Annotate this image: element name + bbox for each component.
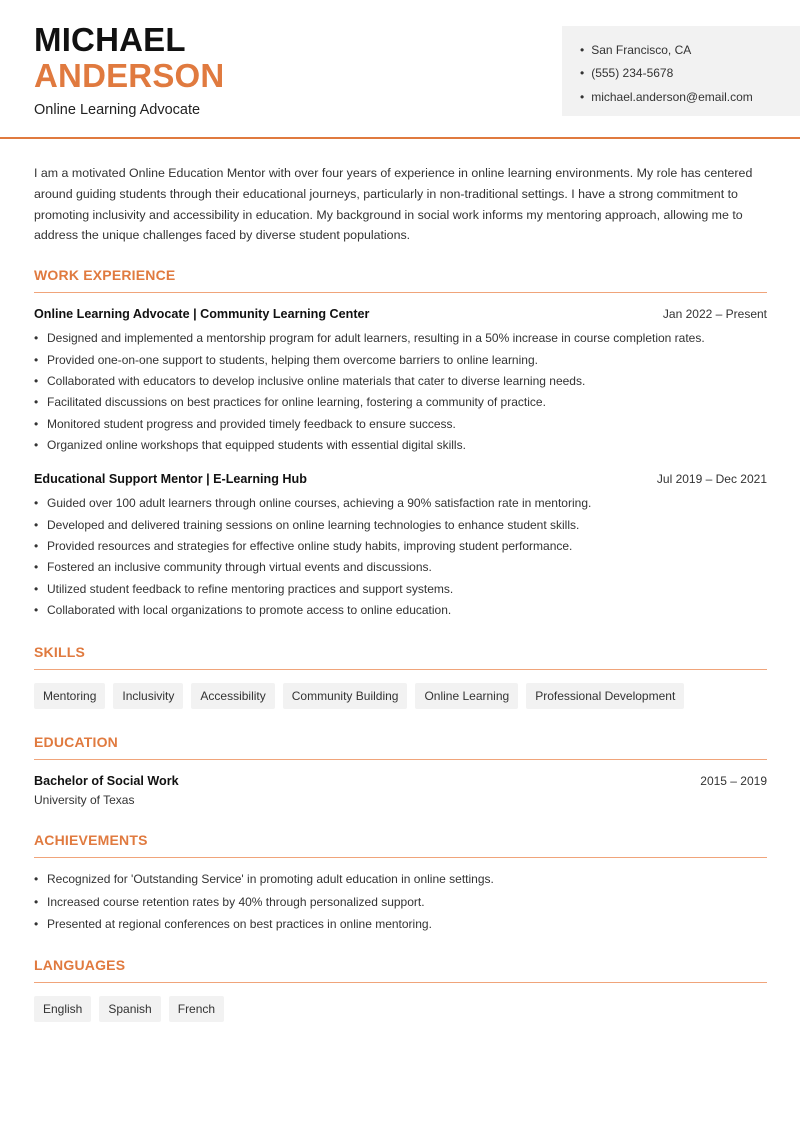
contact-phone: [580, 62, 800, 86]
job-bullets: [34, 496, 767, 618]
education-header: [34, 774, 767, 788]
job-header: [34, 472, 767, 486]
resume-header: [0, 0, 800, 139]
language-tag: French: [169, 996, 224, 1022]
job-entry: [34, 307, 767, 453]
skills-tags: [34, 683, 767, 709]
bullet-icon: •: [34, 331, 39, 346]
job-title: Educational Support Mentor | E-Learning Hub: [34, 472, 307, 487]
resume-content: [34, 163, 767, 1022]
list-item: [34, 374, 767, 389]
skills-heading: SKILLS: [34, 644, 767, 670]
achievements-heading: ACHIEVEMENTS: [34, 832, 767, 858]
bullet-text: Provided one-on-one support to students, helping them overcome barriers to online learning.: [47, 352, 538, 367]
summary: I am a motivated Online Education Mentor with over four years of experience in online learning environments. My role has centered around guiding students through their educational journeys, particularly in non-traditional settings. I have a strong commitment to promoting inclusivity and accessibility in education. My background in social work informs my mentoring approach, allowing me to address the unique challenges faced by diverse student populations.: [34, 166, 753, 243]
language-tag: English: [34, 996, 91, 1022]
skill-tag: Professional Development: [526, 683, 684, 709]
skills-section: [34, 644, 767, 709]
job-title: Online Learning Advocate | Community Learning Center: [34, 307, 370, 322]
list-item: [34, 417, 767, 432]
list-item: [34, 560, 767, 575]
list-item: [34, 895, 767, 910]
bullet-text: Utilized student feedback to refine mentoring practices and support systems.: [47, 581, 454, 596]
bullet-text: Designed and implemented a mentorship program for adult learners, resulting in a 50% increase in course completion rates.: [47, 331, 705, 346]
work-heading: WORK EXPERIENCE: [34, 267, 767, 293]
contact-location: [580, 38, 800, 62]
bullet-icon: •: [34, 373, 39, 388]
achievements-section: [34, 832, 767, 932]
list-item: [34, 518, 767, 533]
bullet-text: Provided resources and strategies for effective online study habits, improving student performance.: [47, 538, 573, 553]
school: University of Texas: [34, 793, 135, 808]
name-block: [34, 22, 224, 118]
skill-tag: Mentoring: [34, 683, 105, 709]
bullet-icon: •: [580, 89, 585, 104]
bullet-text: Collaborated with educators to develop inclusive online materials that cater to diverse learning needs.: [47, 373, 586, 388]
skill-tag: Community Building: [283, 683, 408, 709]
contact-phone-text: (555) 234-5678: [591, 66, 674, 81]
contact-email-text: michael.anderson@email.com: [591, 89, 753, 104]
list-item: [34, 438, 767, 453]
bullet-text: Guided over 100 adult learners through online courses, achieving a 90% satisfaction rate in mentoring.: [47, 496, 592, 511]
last-name: ANDERSON: [34, 57, 225, 94]
contact-box: [562, 26, 800, 116]
job-bullets: [34, 331, 767, 453]
list-item: [34, 603, 767, 618]
bullet-icon: •: [34, 581, 39, 596]
bullet-text: Presented at regional conferences on best practices in online mentoring.: [47, 917, 432, 932]
list-item: [34, 353, 767, 368]
list-item: [34, 496, 767, 511]
bullet-text: Collaborated with local organizations to promote access to online education.: [47, 603, 452, 618]
job-title-headline: Online Learning Advocate: [34, 102, 201, 118]
contact-location-text: San Francisco, CA: [591, 42, 692, 57]
bullet-text: Developed and delivered training sessions on online learning technologies to enhance student skills.: [47, 517, 580, 532]
list-item: [34, 395, 767, 410]
bullet-icon: •: [34, 894, 39, 909]
bullet-icon: •: [34, 352, 39, 367]
language-tags: [34, 996, 767, 1022]
bullet-text: Increased course retention rates by 40% through personalized support.: [47, 894, 425, 909]
work-section: [34, 267, 767, 618]
list-item: [34, 917, 767, 932]
languages-heading: LANGUAGES: [34, 957, 767, 983]
bullet-icon: •: [34, 917, 39, 932]
list-item: [34, 582, 767, 597]
bullet-icon: •: [34, 560, 39, 575]
list-item: [34, 872, 767, 887]
bullet-text: Recognized for 'Outstanding Service' in promoting adult education in online settings.: [47, 872, 494, 887]
education-section: [34, 734, 767, 807]
education-date: 2015 – 2019: [700, 774, 767, 789]
degree: Bachelor of Social Work: [34, 774, 179, 789]
contact-email: [580, 85, 800, 109]
bullet-icon: •: [34, 603, 39, 618]
job-entry: [34, 472, 767, 618]
job-header: [34, 307, 767, 321]
bullet-text: Fostered an inclusive community through virtual events and discussions.: [47, 560, 432, 575]
bullet-text: Facilitated discussions on best practices for online learning, fostering a community of practice.: [47, 395, 546, 410]
bullet-icon: •: [34, 395, 39, 410]
skill-tag: Accessibility: [191, 683, 274, 709]
bullet-icon: •: [34, 496, 39, 511]
job-date: Jan 2022 – Present: [662, 307, 767, 322]
skill-tag: Online Learning: [415, 683, 518, 709]
bullet-icon: •: [34, 538, 39, 553]
list-item: [34, 331, 767, 346]
bullet-icon: •: [34, 517, 39, 532]
bullet-text: Organized online workshops that equipped students with essential digital skills.: [47, 438, 466, 453]
bullet-icon: •: [34, 438, 39, 453]
job-date: Jul 2019 – Dec 2021: [656, 472, 767, 487]
bullet-icon: •: [34, 416, 39, 431]
achievements-list: [34, 872, 767, 932]
languages-section: [34, 957, 767, 1022]
bullet-icon: •: [580, 42, 585, 57]
language-tag: Spanish: [99, 996, 160, 1022]
first-name: MICHAEL: [34, 21, 186, 58]
bullet-text: Monitored student progress and provided timely feedback to ensure success.: [47, 416, 456, 431]
bullet-icon: •: [580, 66, 585, 81]
education-heading: EDUCATION: [34, 734, 767, 760]
bullet-icon: •: [34, 872, 39, 887]
skill-tag: Inclusivity: [113, 683, 183, 709]
list-item: [34, 539, 767, 554]
